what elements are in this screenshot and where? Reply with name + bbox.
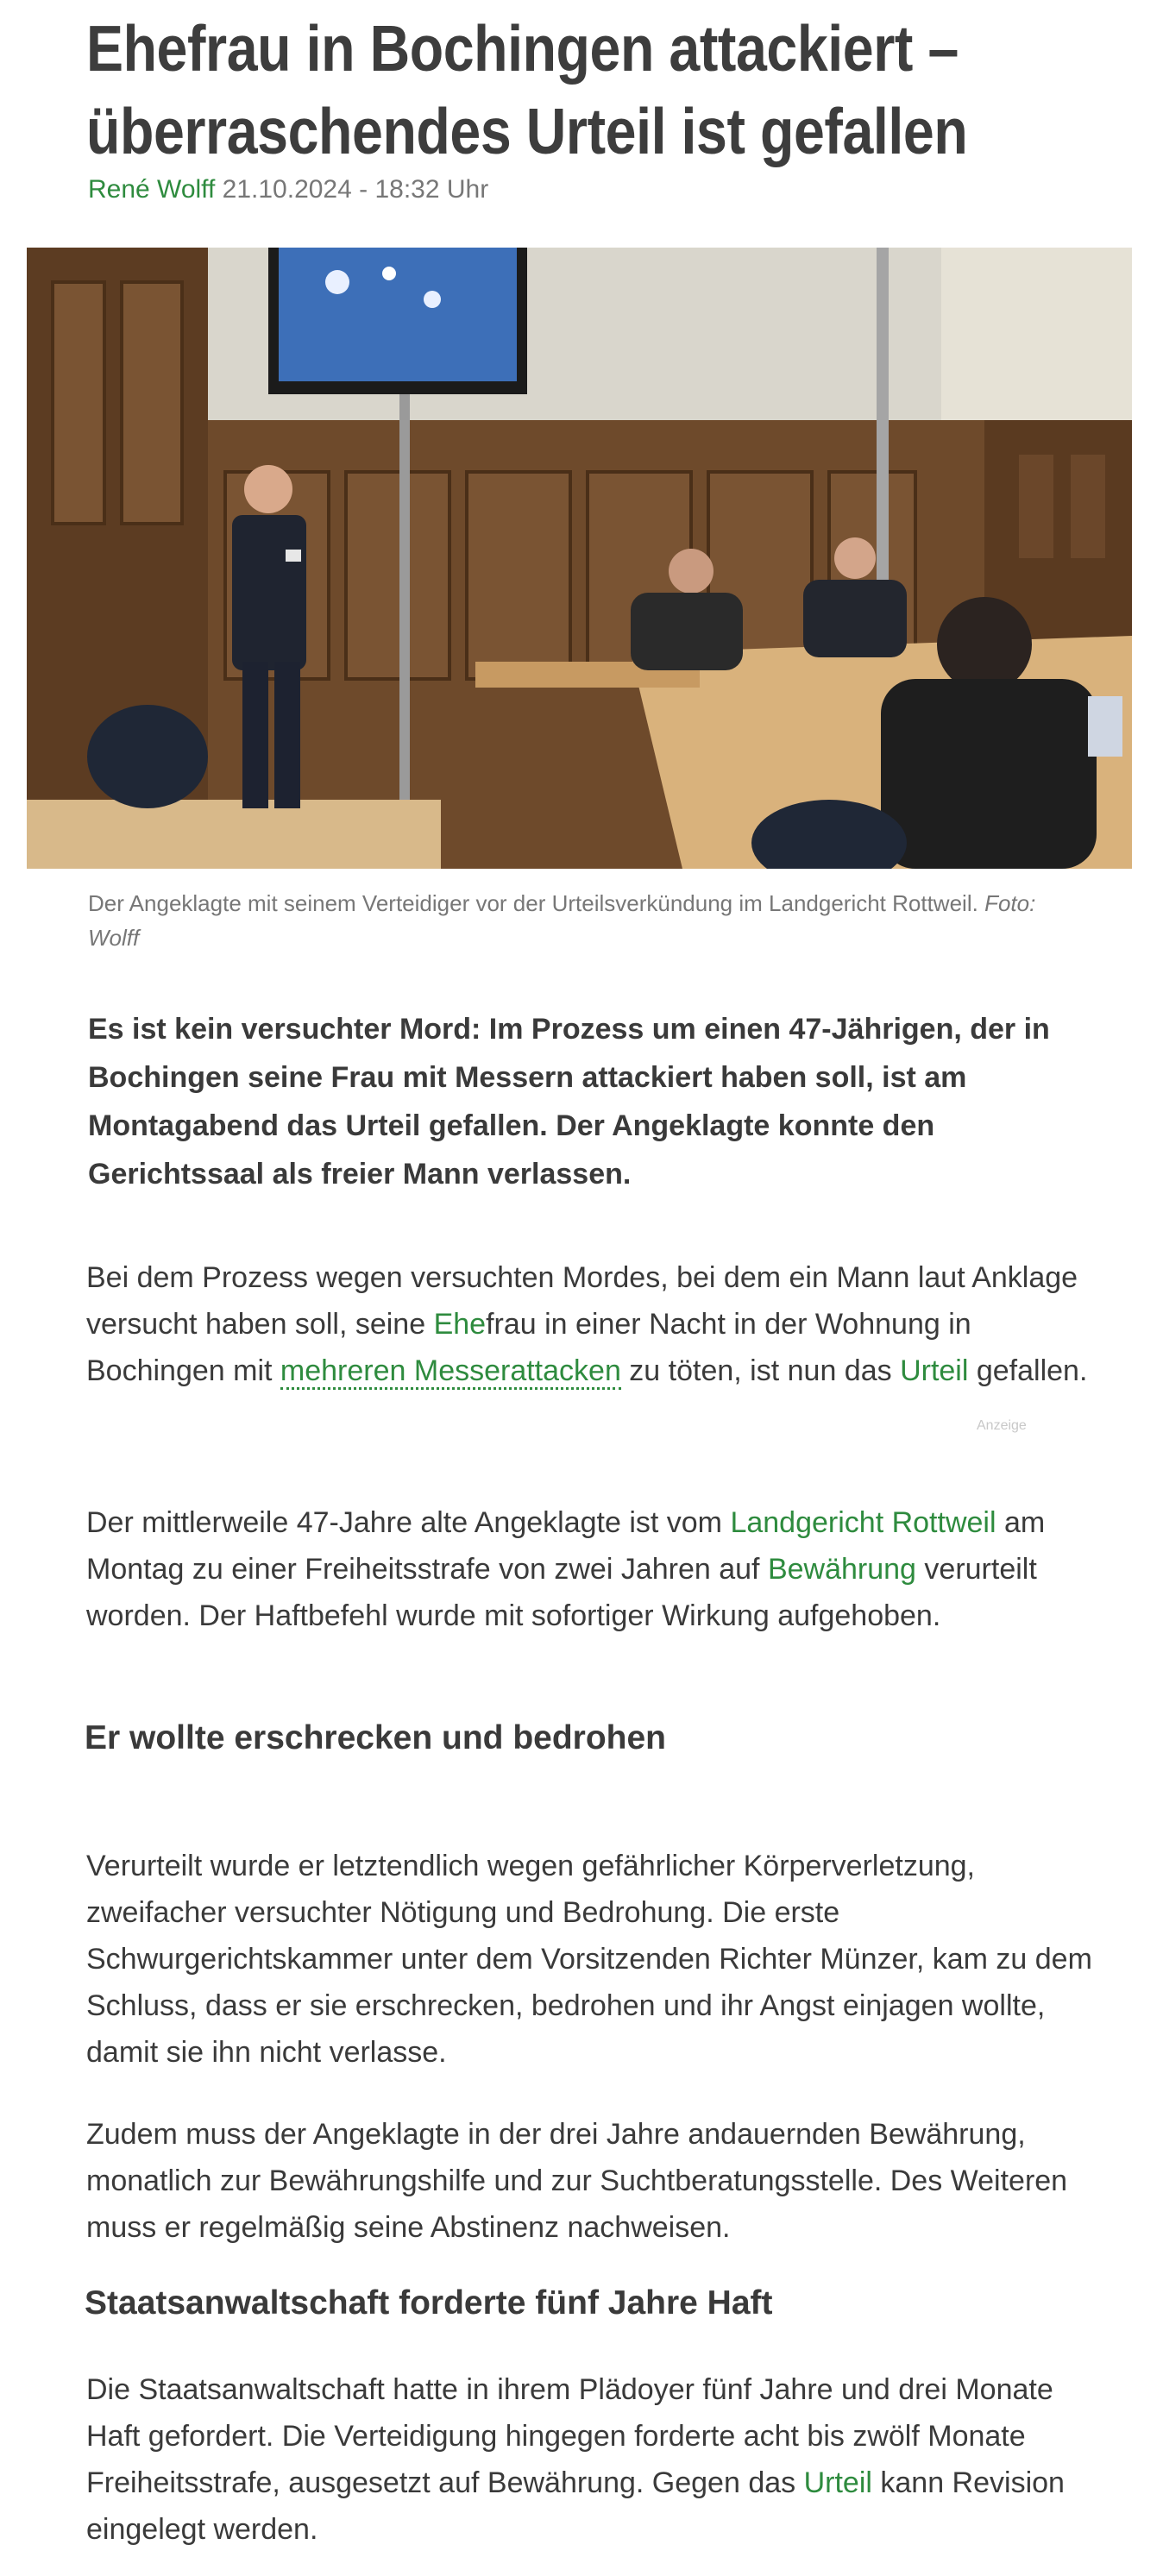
p5-text-2: kann Revision eingelegt werden. xyxy=(86,2466,1065,2546)
subheading-2: Staatsanwaltschaft forderte fünf Jahre Haft xyxy=(85,2284,773,2322)
p2-text-2: am Montag zu einer Freiheitsstrafe von zwei Jahren auf xyxy=(86,1506,1046,1586)
link-messerattacken[interactable]: mehreren Messerattacken xyxy=(280,1354,621,1390)
caption-text: Der Angeklagte mit seinem Verteidiger vor der Urteilsverkündung im Landgericht Rottweil. xyxy=(88,890,978,916)
article-headline xyxy=(86,7,977,173)
author-link[interactable]: René Wolff xyxy=(88,175,216,204)
p1-text-2: frau in einer Nacht in der Wohnung in Bochingen mit xyxy=(86,1308,971,1387)
paragraph-3: Verurteilt wurde er letztendlich wegen gefährlicher Körperverletzung, zweifacher versuchter Nötigung und Bedrohung. Die erste Schwurgerichtskammer unter dem Vorsitzenden Richter Münzer, kam zu dem Schluss, dass er sie erschrecken, bedrohen und ihr Angst einjagen wollte, damit sie ihn nicht verlasse. xyxy=(86,1850,1092,2069)
link-urteil-1[interactable]: Urteil xyxy=(900,1354,969,1387)
p5-text-1: Die Staatsanwaltschaft hatte in ihrem Plädoyer fünf Jahre und drei Monate Haft gefordert. Die Verteidigung hingegen forderte acht bis zwölf Monate Freiheitsstrafe, ausgesetzt auf Bewährung. Gegen das xyxy=(86,2373,1053,2499)
byline xyxy=(88,175,488,204)
courtroom-photo xyxy=(27,248,1132,869)
paragraph-4: Zudem muss der Angeklagte in der drei Jahre andauernden Bewährung, monatlich zur Bewährungshilfe und zur Suchtberatungsstelle. Des Weiteren muss er regelmäßig seine Abstinenz nachweisen. xyxy=(86,2118,1068,2244)
link-bewaehrung[interactable]: Bewährung xyxy=(767,1553,916,1586)
photo-caption xyxy=(88,886,1089,955)
ad-label: Anzeige xyxy=(977,1418,1027,1433)
publish-date: 21.10.2024 - 18:32 Uhr xyxy=(222,175,489,204)
paragraph-1 xyxy=(86,1254,1096,1394)
article-photo xyxy=(27,248,1132,869)
link-ehe[interactable]: Ehe xyxy=(433,1308,487,1341)
link-landgericht-rottweil[interactable]: Landgericht Rottweil xyxy=(730,1506,996,1539)
p1-text-4: gefallen. xyxy=(968,1354,1088,1387)
p2-text-3: verurteilt worden. Der Haftbefehl wurde mit sofortiger Wirkung aufgehoben. xyxy=(86,1553,1037,1632)
photo-credit: Foto: Wolff xyxy=(88,890,1036,951)
paragraph-2 xyxy=(86,1499,1096,1639)
link-urteil-2[interactable]: Urteil xyxy=(803,2466,872,2499)
p2-text-1: Der mittlerweile 47-Jahre alte Angeklagte ist vom xyxy=(86,1506,731,1539)
p1-text-1: Bei dem Prozess wegen versuchten Mordes, bei dem ein Mann laut Anklage versucht haben soll, seine xyxy=(86,1261,1078,1341)
subheading-1: Er wollte erschrecken und bedrohen xyxy=(85,1719,667,1756)
article-lead: Es ist kein versuchter Mord: Im Prozess um einen 47-Jährigen, der in Bochingen seine Frau mit Messern attackiert haben soll, ist am Montagabend das Urteil gefallen. Der Angeklagte konnte den Gerichtssaal als freier Mann verlassen. xyxy=(88,1013,1050,1191)
paragraph-5 xyxy=(86,2366,1096,2553)
headline-line-2: überraschendes Urteil ist gefallen xyxy=(86,95,968,167)
p1-text-3: zu töten, ist nun das xyxy=(620,1354,901,1387)
headline-line-1: Ehefrau in Bochingen attackiert – xyxy=(86,12,959,85)
